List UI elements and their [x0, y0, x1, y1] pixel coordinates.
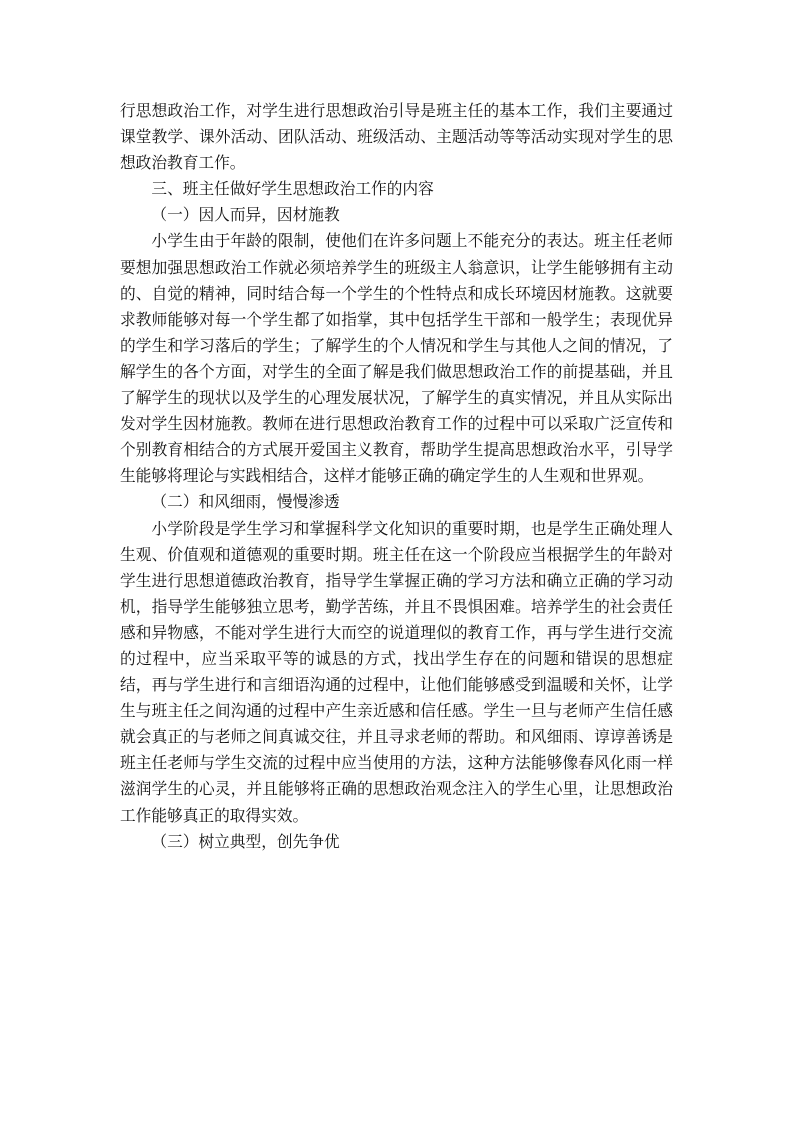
document-body: [120, 98, 673, 855]
paragraph-subsection-2: 小学阶段是学生学习和掌握科学文化知识的重要时期，也是学生正确处理人生观、价值观和道德观的重要时期。班主任在这一个阶段应当根据学生的年龄对学生进行思想道德政治教育，指导学生掌握正确的学习方法和确立正确的学习动机，指导学生能够独立思考，勤学苦练，并且不畏惧困难。培养学生的社会责任感和异物感，不能对学生进行大而空的说道理似的教育工作，再与学生进行交流的过程中，应当采取平等的诚恳的方式，找出学生存在的问题和错误的思想症结，再与学生进行和言细语沟通的过程中，让他们能够感受到温暖和关怀，让学生与班主任之间沟通的过程中产生亲近感和信任感。学生一旦与老师产生信任感就会真正的与老师之间真诚交往，并且寻求老师的帮助。和风细雨、谆谆善诱是班主任老师与学生交流的过程中应当使用的方法，这种方法能够像春风化雨一样滋润学生的心灵，并且能够将正确的思想政治观念注入的学生心里，让思想政治工作能够真正的取得实效。: [120, 518, 673, 825]
section-heading-3: 三、班主任做好学生思想政治工作的内容: [151, 179, 434, 199]
paragraph-subsection-1: 小学生由于年龄的限制，使他们在许多问题上不能充分的表达。班主任老师要想加强思想政治工作就必须培养学生的班级主人翁意识，让学生能够拥有主动的、自觉的精神，同时结合每一个学生的个性特点和成长环境因材施教。这就要求教师能够对每一个学生都了如指掌，其中包括学生干部和一般学生；表现优异的学生和学习落后的学生；了解学生的个人情况和学生与其他人之间的情况，了解学生的各个方面，对学生的全面了解是我们做思想政治工作的前提基础，并且了解学生的现状以及学生的心理发展状况，了解学生的真实情况，并且从实际出发对学生因材施教。教师在进行思想政治教育工作的过程中可以采取广泛宣传和个别教育相结合的方式展开爱国主义教育，帮助学生提高思想政治水平，引导学生能够将理论与实践相结合，这样才能够正确的确定学生的人生观和世界观。: [120, 231, 673, 486]
subsection-heading-3: （三）树立典型，创先争优: [151, 831, 340, 851]
subsection-heading-1: （一）因人而异，因材施教: [151, 205, 340, 225]
subsection-heading-2: （二）和风细雨，慢慢渗透: [151, 492, 340, 512]
paragraph-continued: 行思想政治工作，对学生进行思想政治引导是班主任的基本工作，我们主要通过课堂教学、课外活动、团队活动、班级活动、主题活动等等活动实现对学生的思想政治教育工作。: [120, 101, 673, 173]
